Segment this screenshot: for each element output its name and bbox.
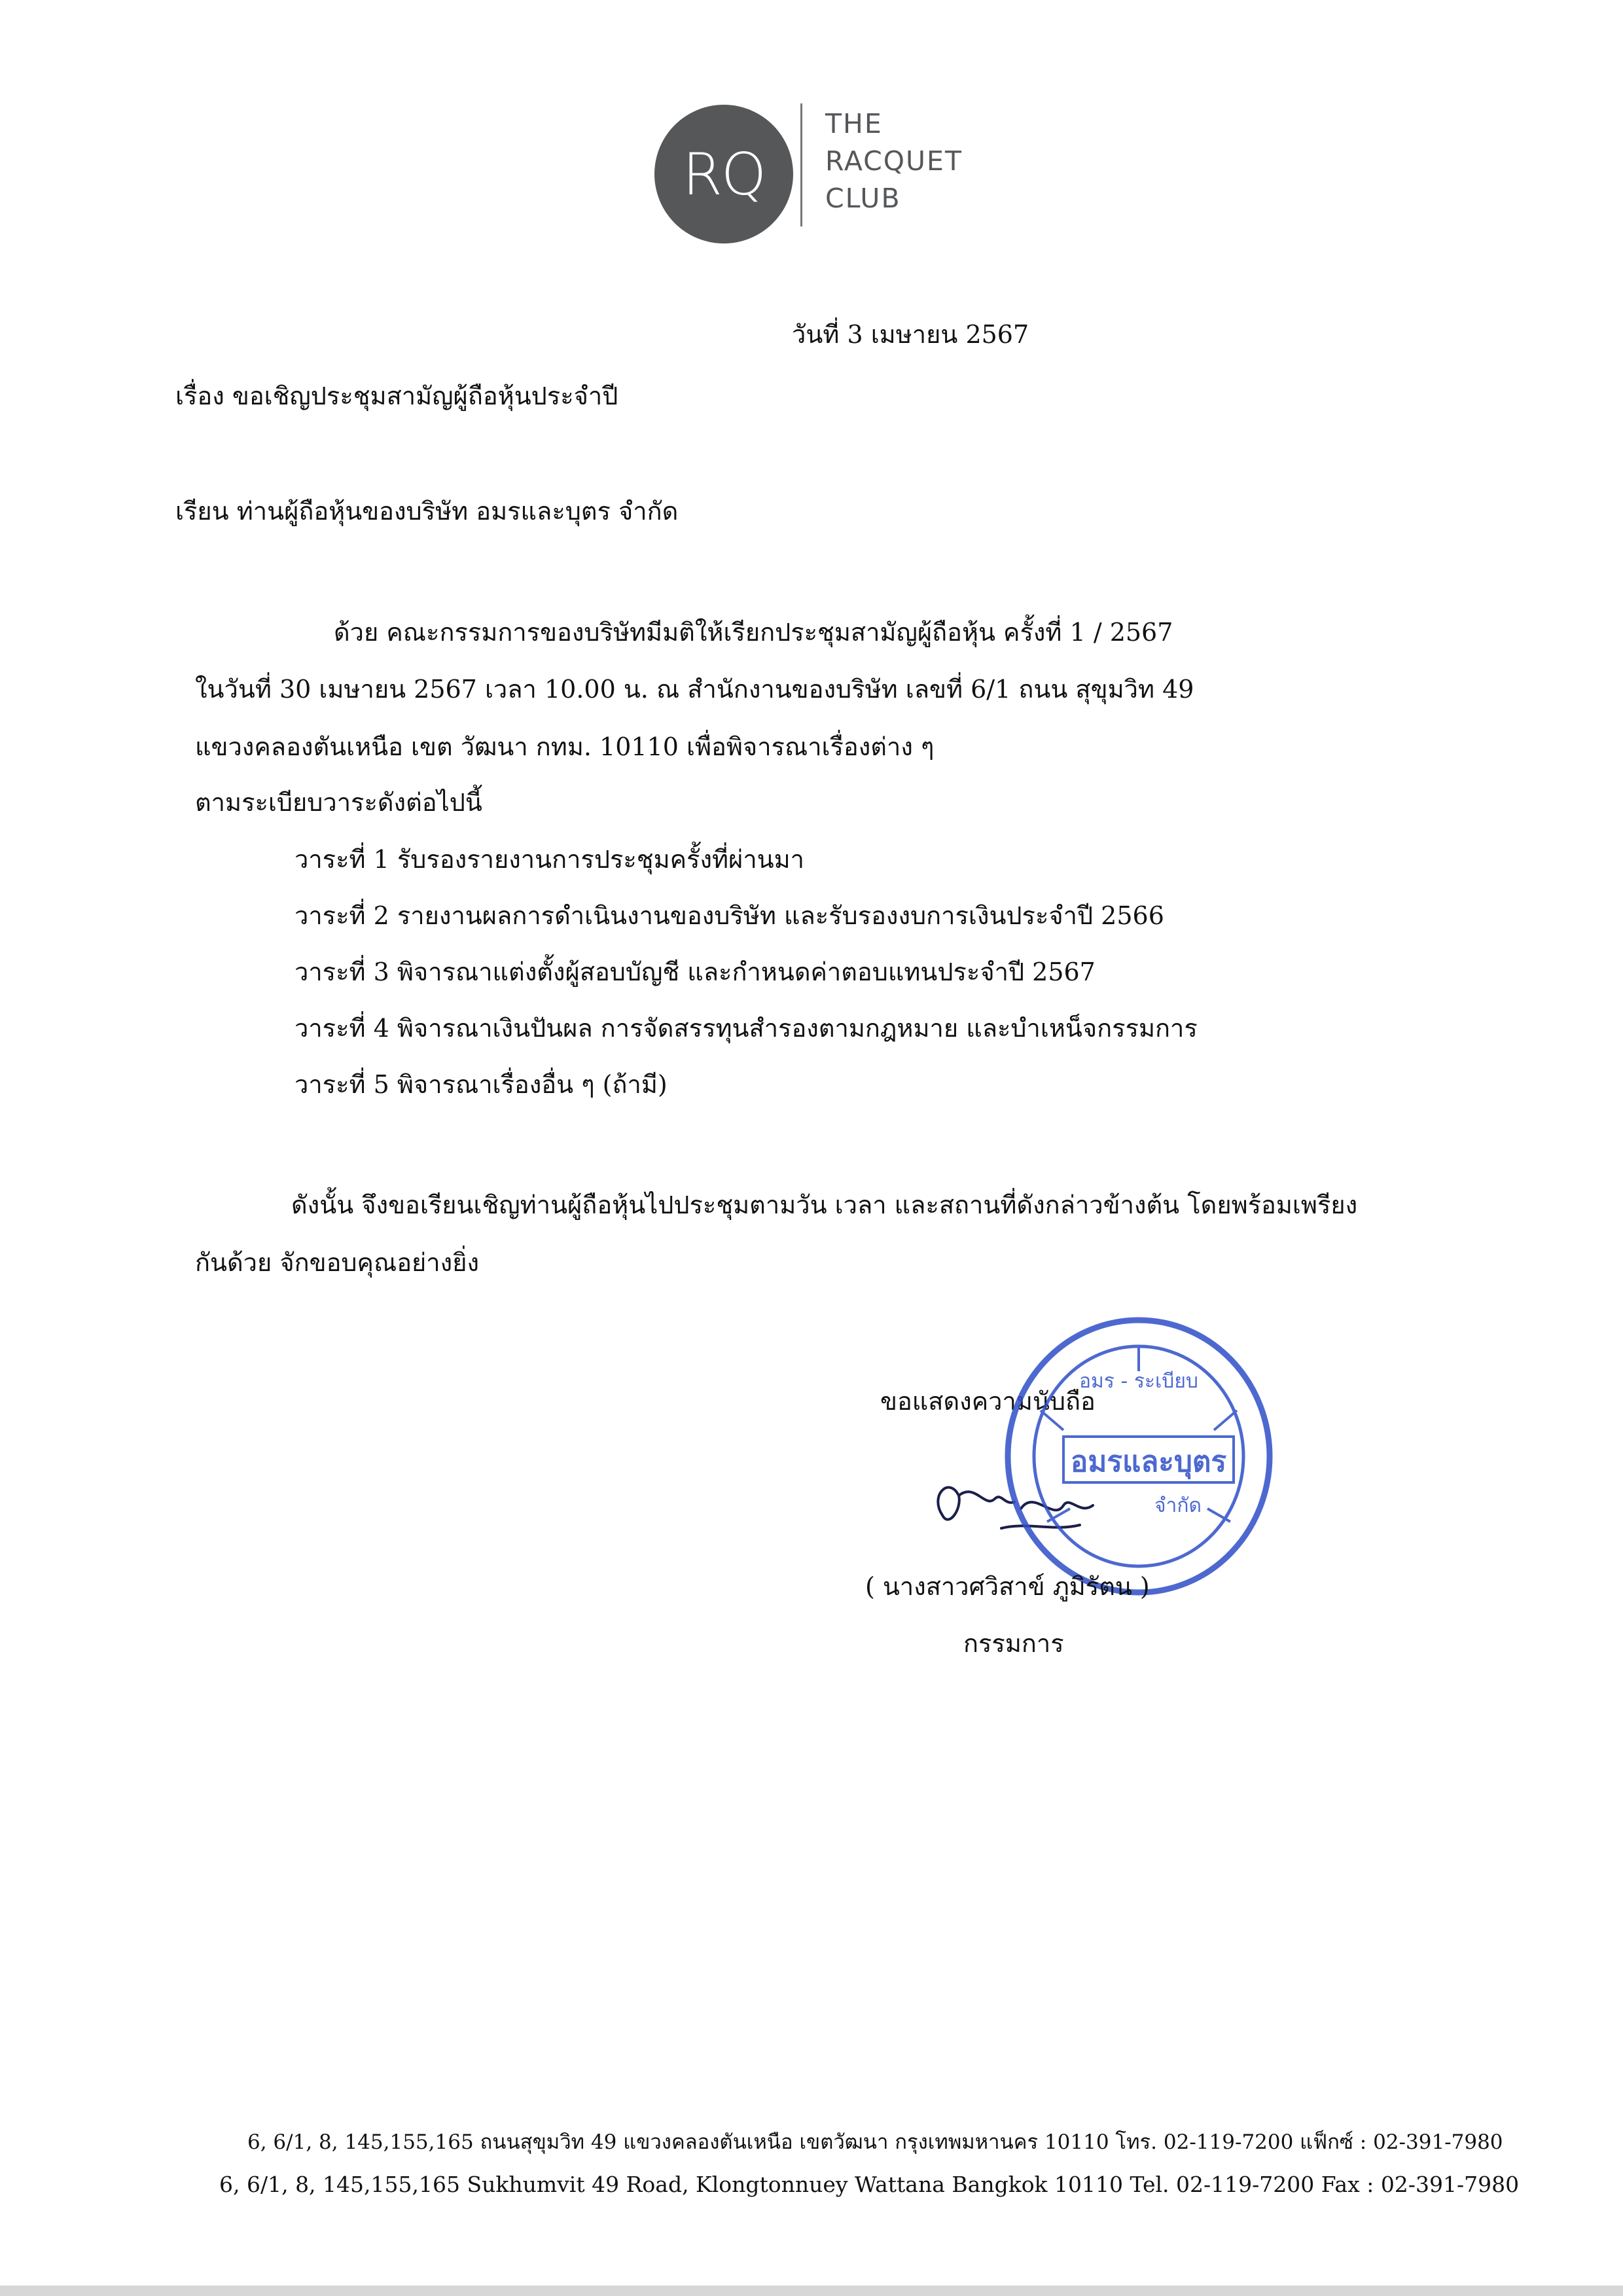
logo-text-line1: THE [825, 108, 883, 139]
signer-title: กรรมการ [963, 1629, 1064, 1658]
agenda-item: วาระที่ 1 รับรองรายงานการประชุมครั้งที่ผ่านมา [294, 845, 805, 874]
footer-address-thai: 6, 6/1, 8, 145,155,165 ถนนสุขุมวิท 49 แขวงคลองตันเหนือ เขตวัฒนา กรุงเทพมหานคร 10110 โทร. 02-119-7200 แฟ็กซ์ : 02-391-7980 [247, 2130, 1503, 2154]
stamp-center-text: อมรและบุตร [1070, 1445, 1227, 1479]
agenda-item: วาระที่ 5 พิจารณาเรื่องอื่น ๆ (ถ้ามี) [294, 1070, 668, 1099]
logo-circle [654, 105, 793, 243]
logo-divider [800, 103, 802, 226]
body-line-3: แขวงคลองตันเหนือ เขต วัฒนา กทม. 10110 เพื่อพิจารณาเรื่องต่าง ๆ [195, 732, 935, 761]
signer-name: ( นางสาวศวิสาข์ ภูมิรัตน ) [865, 1572, 1150, 1601]
closing-line-1: ดังนั้น จึงขอเรียนเชิญท่านผู้ถือหุ้นไปประชุมตามวัน เวลา และสถานที่ดังกล่าวข้างต้น โดยพร้อมเพรียง [291, 1191, 1358, 1219]
letter-recipient: เรียน ท่านผู้ถือหุ้นของบริษัท อมรและบุตร จำกัด [175, 497, 679, 526]
stamp-sub-text: จำกัด [1154, 1494, 1202, 1517]
closing-line-2: กันด้วย จักขอบคุณอย่างยิ่ง [195, 1248, 480, 1277]
footer-address-english: 6, 6/1, 8, 145,155,165 Sukhumvit 49 Road, Klongtonnuey Wattana Bangkok 10110 Tel. 02-119-7200 Fax : 02-391-7980 [219, 2172, 1520, 2197]
agenda-item: วาระที่ 3 พิจารณาแต่งตั้งผู้สอบบัญชี และกำหนดค่าตอบแทนประจำปี 2567 [294, 958, 1096, 986]
logo-text-line2: RACQUET [825, 145, 963, 177]
logo-monogram: RQ [682, 140, 766, 208]
agenda-item: วาระที่ 2 รายงานผลการดำเนินงานของบริษัท และรับรองงบการเงินประจำปี 2566 [294, 901, 1164, 930]
agenda-item: วาระที่ 4 พิจารณาเงินปันผล การจัดสรรทุนสำรองตามกฎหมาย และบำเหน็จกรรมการ [294, 1014, 1198, 1043]
body-line-4: ตามระเบียบวาระดังต่อไปนี้ [195, 788, 482, 817]
letter-regards: ขอแสดงความนับถือ [880, 1387, 1096, 1416]
stamp-top-text: อมร - ระเบียบ [1079, 1370, 1198, 1393]
logo-text-line3: CLUB [825, 183, 901, 214]
body-line-2: ในวันที่ 30 เมษายน 2567 เวลา 10.00 น. ณ สำนักงานของบริษัท เลขที่ 6/1 ถนน สุขุมวิท 49 [195, 675, 1194, 704]
letter-subject: เรื่อง ขอเชิญประชุมสามัญผู้ถือหุ้นประจำปี [175, 382, 618, 410]
scan-bottom-edge [0, 2286, 1623, 2296]
letter-date: วันที่ 3 เมษายน 2567 [792, 320, 1029, 349]
body-line-1: ด้วย คณะกรรมการของบริษัทมีมติให้เรียกประชุมสามัญผู้ถือหุ้น ครั้งที่ 1 / 2567 [334, 618, 1173, 647]
company-seal-stamp [1001, 1312, 1276, 1600]
